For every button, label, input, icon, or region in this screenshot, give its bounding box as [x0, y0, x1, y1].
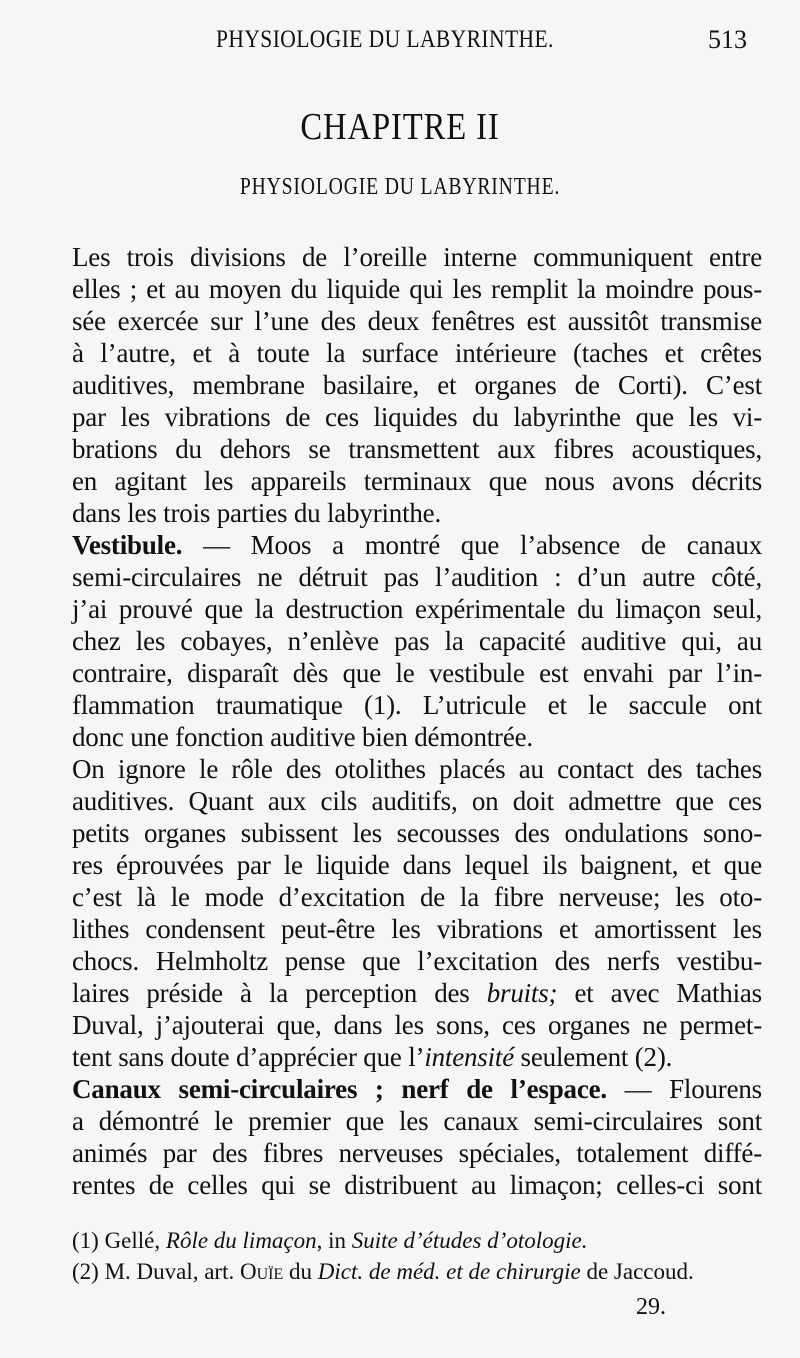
text-line: Les trois divisions de l’oreille interne communiquent entre — [72, 242, 762, 272]
text-line: chez les cobayes, n’enlève pas la capacité auditive qui, au — [72, 626, 762, 656]
text-line: petits organes subissent les secousses des ondulations sono- — [72, 818, 762, 848]
text-line: chocs. Helmholtz pense que l’excitation des nerfs vestibu- — [72, 946, 762, 976]
footnote-work: Suite d’études d’otologie. — [351, 1228, 588, 1253]
text-line: sée exercée sur l’une des deux fenêtres est aussitôt transmise — [72, 306, 762, 336]
text-span: (2) M. Duval, art. — [72, 1259, 240, 1284]
text-line: j’ai prouvé que la destruction expérimentale du limaçon seul, — [72, 594, 762, 624]
text-span: , in — [316, 1228, 352, 1253]
text-span: tent sans doute d’apprécier que l’ — [72, 1042, 425, 1072]
text-span: de Jaccoud. — [580, 1259, 694, 1284]
chapter-subtitle: PHYSIOLOGIE DU LABYRINTHE. — [239, 174, 561, 200]
text-line: flammation traumatique (1). L’utricule et le saccule ont — [72, 690, 762, 720]
text-line: lithes condensent peut-être les vibrations et amortissent les — [72, 914, 762, 944]
text-line: Duval, j’ajouterai que, dans les sons, ces organes ne permet- — [72, 1010, 762, 1040]
italic-term-intensite: intensité — [424, 1042, 514, 1072]
text-line: donc une fonction auditive bien démontrée. — [72, 722, 533, 752]
footnote-2 — [72, 1256, 762, 1287]
text-line: auditives. Quant aux cils auditifs, on doit admettre que ces — [72, 786, 762, 816]
page-number: 513 — [708, 25, 747, 54]
text-span: (1) Gellé, — [72, 1228, 166, 1253]
footnote-1 — [72, 1225, 762, 1256]
signature-mark: 29. — [636, 1294, 666, 1320]
text-line: animés par des fibres nerveuses spéciales, totalement diffé- — [72, 1138, 762, 1168]
text-span: — Moos a montré que l’absence de canaux — [182, 530, 762, 560]
text-line — [72, 977, 762, 1009]
body-text — [72, 241, 762, 1201]
footnotes — [72, 1225, 762, 1287]
text-span: et avec Mathias — [557, 978, 762, 1008]
text-line: elles ; et au moyen du liquide qui les remplit la moindre pous- — [72, 274, 762, 304]
text-line — [72, 1041, 762, 1073]
text-line: brations du dehors se transmettent aux fibres acoustiques, — [72, 434, 762, 464]
text-line — [72, 1073, 762, 1105]
running-head-title: PHYSIOLOGIE DU LABYRINTHE. — [216, 26, 554, 53]
text-span: — Flourens — [606, 1074, 762, 1104]
text-line: par les vibrations de ces liquides du labyrinthe que les vi- — [72, 402, 762, 432]
text-line: à l’autre, et à toute la surface intérieure (taches et crêtes — [72, 338, 762, 368]
text-line: res éprouvées par le liquide dans lequel ils baignent, et que — [72, 850, 762, 880]
footnote-entry: Ouïe — [240, 1259, 284, 1284]
chapter-title: CHAPITRE II — [300, 106, 500, 148]
text-line: auditives, membrane basilaire, et organes de Corti). C’est — [72, 370, 762, 400]
text-span: laires préside à la perception des — [72, 978, 487, 1008]
text-line: dans les trois parties du labyrinthe. — [72, 498, 442, 528]
section-heading-vestibule: Vestibule. — [72, 530, 183, 560]
running-head — [0, 22, 800, 58]
text-line: contraire, disparaît dès que le vestibule est envahi par l’in- — [72, 658, 762, 688]
text-line: a démontré le premier que les canaux semi-circulaires sont — [72, 1106, 762, 1136]
text-span: du — [283, 1259, 318, 1284]
section-heading-canaux: Canaux semi-circulaires ; nerf de l’espace. — [72, 1074, 607, 1104]
text-line — [72, 529, 762, 561]
footnote-title: Rôle du limaçon — [165, 1228, 317, 1253]
text-line: On ignore le rôle des otolithes placés au contact des taches — [72, 754, 762, 784]
footnote-work: Dict. de méd. et de chirurgie — [317, 1259, 581, 1284]
text-span: seulement (2). — [514, 1042, 673, 1072]
text-line: semi-circulaires ne détruit pas l’audition : d’un autre côté, — [72, 562, 762, 592]
text-line: c’est là le mode d’excitation de la fibre nerveuse; les oto- — [72, 882, 762, 912]
text-line: rentes de celles qui se distribuent au limaçon; celles-ci sont — [72, 1170, 762, 1200]
text-line: en agitant les appareils terminaux que nous avons décrits — [72, 466, 762, 496]
italic-term-bruits: bruits; — [486, 978, 558, 1008]
